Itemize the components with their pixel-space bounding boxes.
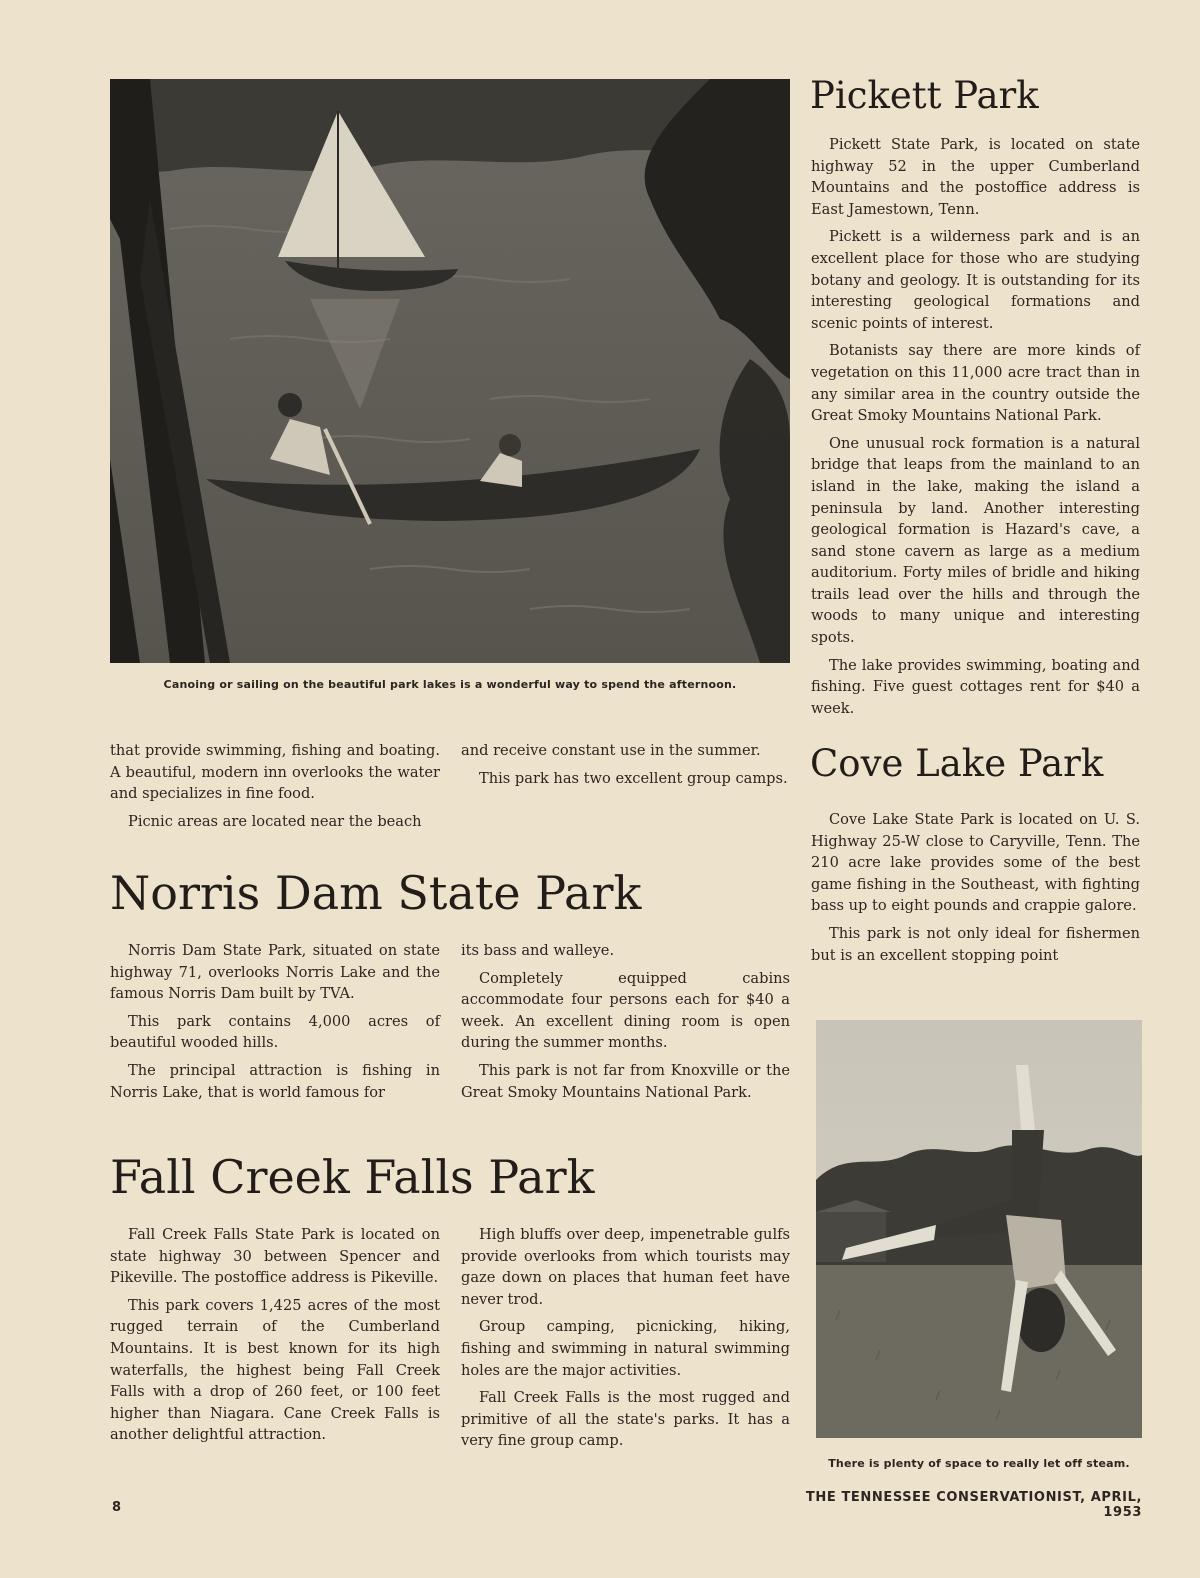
continued-text-left bbox=[110, 740, 440, 838]
fall-creek-right-paragraph-1: High bluffs over deep, impenetrable gulfs provide overlooks from which tourists may gaze down on places that human feet have never trod. bbox=[461, 1226, 790, 1308]
continued-left-paragraph-2: Picnic areas are located near the beach bbox=[128, 812, 422, 830]
norris-right-paragraph-2: Completely equipped cabins accommodate four persons each for $40 a week. An excellent dining room is open during the summer months. bbox=[461, 969, 790, 1052]
cartwheel-illustration bbox=[816, 1020, 1142, 1438]
norris-dam-heading: Norris Dam State Park bbox=[110, 866, 642, 920]
pickett-paragraph-5: The lake provides swimming, boating and fishing. Five guest cottages rent for $40 a week. bbox=[811, 656, 1140, 717]
canoe-photo-caption: Canoing or sailing on the beautiful park lakes is a wonderful way to spend the afternoon. bbox=[163, 678, 737, 691]
cove-paragraph-1: Cove Lake State Park is located on U. S. Highway 25-W close to Caryville, Tenn. The 210 acre lake provides some of the best game fishing in the Southeast, with fighting bass up to eight pounds and crappie galore. bbox=[811, 811, 1140, 915]
fall-creek-text-left bbox=[110, 1224, 440, 1452]
pickett-paragraph-3: Botanists say there are more kinds of vegetation on this 11,000 acre tract than in any similar area in the country outside the Great Smoky Mountains National Park. bbox=[811, 342, 1140, 425]
norris-left-paragraph-3: The principal attraction is fishing in Norris Lake, that is world famous for bbox=[110, 1061, 440, 1101]
fall-creek-falls-heading: Fall Creek Falls Park bbox=[110, 1150, 595, 1204]
norris-text-right bbox=[461, 940, 790, 1109]
cove-paragraph-2: This park is not only ideal for fishermen but is an excellent stopping point bbox=[811, 924, 1140, 964]
pickett-park-text bbox=[811, 134, 1140, 725]
cove-lake-park-text bbox=[811, 809, 1140, 972]
pickett-paragraph-1: Pickett State Park, is located on state highway 52 in the upper Cumberland Mountains and the postoffice address is East Jamestown, Tenn. bbox=[811, 136, 1140, 218]
fall-creek-left-paragraph-1: Fall Creek Falls State Park is located on state highway 30 between Spencer and Pikeville. The postoffice address is Pikeville. bbox=[110, 1226, 440, 1287]
fall-creek-left-paragraph-2: This park covers 1,425 acres of the most rugged terrain of the Cumberland Mountains. It is best known for its high waterfalls, the highest being Fall Creek Falls with a drop of 260 feet, or 100 feet higher than Niagara. Cane Creek Falls is another delightful attraction. bbox=[110, 1296, 440, 1444]
norris-right-paragraph-3: This park is not far from Knoxville or the Great Smoky Mountains National Park. bbox=[461, 1061, 790, 1101]
canoe-illustration bbox=[110, 79, 790, 663]
pickett-paragraph-2: Pickett is a wilderness park and is an excellent place for those who are studying botany and geology. It is outstanding for its interesting geological formations and scenic points of interest. bbox=[811, 228, 1140, 332]
cartwheel-photo bbox=[816, 1020, 1142, 1438]
continued-right-paragraph-2: This park has two excellent group camps. bbox=[479, 769, 788, 787]
norris-left-paragraph-1: Norris Dam State Park, situated on state highway 71, overlooks Norris Lake and the famous Norris Dam built by TVA. bbox=[110, 942, 440, 1003]
continued-right-paragraph-1: and receive constant use in the summer. bbox=[461, 742, 761, 759]
pickett-park-heading: Pickett Park bbox=[810, 74, 1039, 117]
fall-creek-right-paragraph-2: Group camping, picnicking, hiking, fishing and swimming in natural swimming holes are the major activities. bbox=[461, 1318, 790, 1379]
publication-footer: THE TENNESSEE CONSERVATIONIST, APRIL, 1953 bbox=[805, 1490, 1142, 1520]
cartwheel-photo-caption: There is plenty of space to really let off steam. bbox=[828, 1457, 1130, 1470]
fall-creek-text-right bbox=[461, 1224, 790, 1458]
norris-left-paragraph-2: This park contains 4,000 acres of beautiful wooded hills. bbox=[110, 1012, 440, 1052]
pickett-paragraph-4: One unusual rock formation is a natural bridge that leaps from the mainland to an island in the lake, making the island a peninsula by land. Another interesting geological formation is Hazard's cave, a sand stone cavern as large as a medium auditorium. Forty miles of bridle and hiking trails lead over the hills and through the woods to many unique and interesting spots. bbox=[811, 434, 1140, 647]
cove-lake-park-heading: Cove Lake Park bbox=[810, 742, 1104, 785]
page-number: 8 bbox=[112, 1500, 123, 1515]
continued-text-right bbox=[461, 740, 790, 795]
continued-left-paragraph-1: that provide swimming, fishing and boating. A beautiful, modern inn overlooks the water and specializes in fine food. bbox=[110, 742, 440, 803]
norris-text-left bbox=[110, 940, 440, 1109]
canoe-photo bbox=[110, 79, 790, 663]
norris-right-paragraph-1: its bass and walleye. bbox=[461, 942, 615, 959]
fall-creek-right-paragraph-3: Fall Creek Falls is the most rugged and primitive of all the state's parks. It has a very fine group camp. bbox=[461, 1389, 790, 1450]
